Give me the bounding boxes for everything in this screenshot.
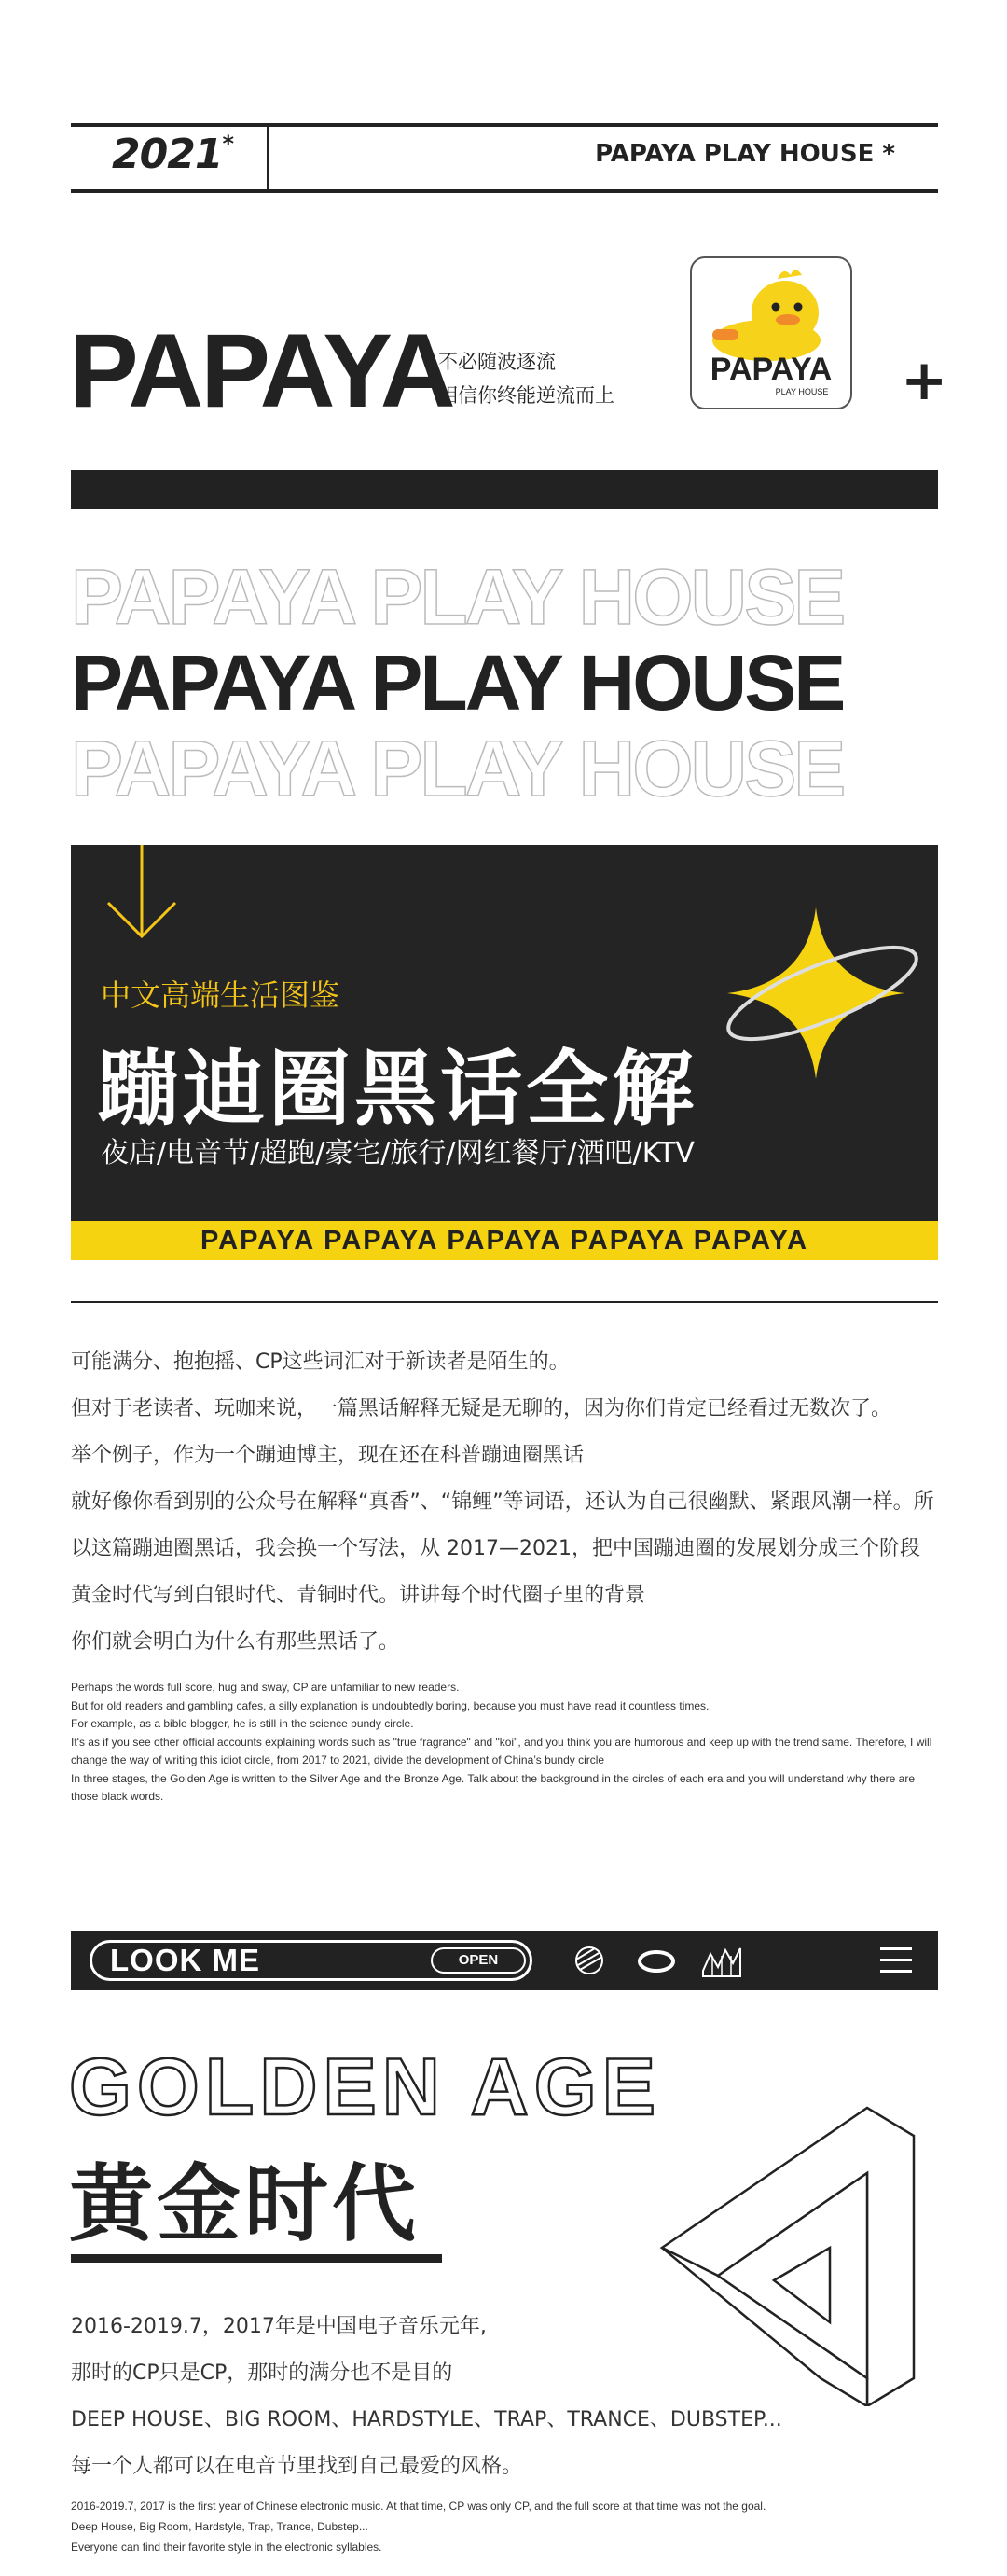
header-divider (267, 127, 269, 189)
golden-cn-line: DEEP HOUSE、BIG ROOM、HARDSTYLE、TRAP、TRANCE、DUBSTEP... (71, 2408, 782, 2431)
sparkle-star-icon (718, 900, 932, 1087)
intro-en-line: But for old readers and gambling cafes, a silly explanation is undoubtedly boring, because you must have read it countless times. (71, 1698, 710, 1712)
intro-cn-line: 就好像你看到别的公众号在解释“真香”、“锦鲤”等词语，还认为自己很幽默、紧跟风潮一样。所以这篇蹦迪圈黑话，我会换一个写法，从 2017—2021，把中国蹦迪圈的发展划分成三个阶段黄金时代写到白银时代、青铜时代。讲讲每个时代圈子里的背景 (71, 1490, 934, 1607)
golden-age-title: GOLDEN AGE (69, 2043, 661, 2132)
header-top-rule (71, 123, 938, 127)
striped-sphere-icon (571, 1945, 608, 1976)
golden-age-chinese (71, 2304, 835, 2490)
section-separator (71, 1301, 938, 1303)
intro-cn-line: 举个例子，作为一个蹦迪博主，现在还在科普蹦迪圈黑话 (71, 1444, 585, 1467)
hero-title: 蹦迪圈黑话全解 (97, 1041, 698, 1137)
look-me-label: LOOK ME (110, 1943, 260, 1977)
intro-english (71, 1679, 938, 1807)
golden-cn-line: 那时的CP只是CP，那时的满分也不是目的 (71, 2361, 453, 2385)
header-bottom-rule (71, 189, 938, 193)
intro-cn-line: 但对于老读者、玩咖来说，一篇黑话解释无疑是无聊的，因为你们肯定已经看过无数次了。 (71, 1397, 892, 1420)
intro-en-line: Perhaps the words full score, hug and sway, CP are unfamiliar to new readers. (71, 1681, 460, 1694)
wave-grid-icon (701, 1943, 742, 1978)
golden-age-english (71, 2496, 938, 2557)
golden-cn-line: 每一个人都可以在电音节里找到自己最爱的风格。 (71, 2455, 523, 2478)
outline-title-top: PAPAYA PLAY HOUSE (71, 553, 844, 641)
hero-tags: 夜店/电音节/超跑/豪宅/旅行/网红餐厅/酒吧/KTV (101, 1137, 695, 1170)
intro-en-line: In three stages, the Golden Age is written to the Silver Age and the Bronze Age. Talk about the background in the circles of each era and you will understand why there are those black words. (71, 1771, 916, 1803)
down-arrow-icon (103, 845, 186, 948)
solid-title: PAPAYA PLAY HOUSE (71, 639, 844, 727)
intro-chinese (71, 1339, 938, 1666)
papaya-yellow-band: PAPAYA PAPAYA PAPAYA PAPAYA PAPAYA (71, 1221, 938, 1260)
intro-cn-line: 可能满分、抱抱摇、CP这些词汇对于新读者是陌生的。 (71, 1350, 570, 1374)
ring-icon (636, 1947, 677, 1975)
duck-mascot-icon (692, 258, 850, 408)
open-button[interactable]: OPEN (431, 1947, 526, 1974)
intro-en-line: For example, as a bible blogger, he is still in the science bundy circle. (71, 1717, 414, 1730)
golden-cn-line: 2016-2019.7，2017年是中国电子音乐元年, (71, 2315, 487, 2338)
intro-cn-line: 你们就会明白为什么有那些黑话了。 (71, 1630, 400, 1654)
brand-wordmark: PAPAYA (69, 312, 453, 429)
hamburger-menu-icon[interactable] (880, 1947, 912, 1974)
hero-subtitle: 中文高端生活图鉴 (101, 977, 340, 1013)
brand-slogan (438, 345, 614, 412)
golden-en-line: Deep House, Big Room, Hardstyle, Trap, Trance, Dubstep... (71, 2520, 368, 2533)
slogan-line-2: 相信你终能逆流而上 (438, 384, 614, 407)
golden-en-line: Everyone can find their favorite style in the electronic syllables. (71, 2541, 382, 2554)
golden-age-title-cn: 黄金时代 (69, 2155, 420, 2253)
outline-title-bottom: PAPAYA PLAY HOUSE (71, 725, 844, 812)
plus-icon: + (901, 348, 948, 413)
papaya-logo (690, 256, 852, 409)
header-brand: PAPAYA PLAY HOUSE * (595, 140, 895, 168)
slogan-line-1: 不必随波逐流 (438, 351, 556, 373)
svg-text:PLAY HOUSE: PLAY HOUSE (775, 387, 829, 396)
svg-text:PAPAYA: PAPAYA (710, 352, 833, 387)
header-year: 2021* (112, 131, 234, 178)
golden-age-underline (71, 2254, 442, 2263)
golden-en-line: 2016-2019.7, 2017 is the first year of Chinese electronic music. At that time, CP was only CP, and the full score at that time was not the goal. (71, 2500, 766, 2513)
intro-en-line: It's as if you see other official accounts explaining words such as "true fragrance" and "koi", and you think you are humorous and keep up with the trend same. Therefore, I will change the way of writing this idiot circle, from 2017 to 2021, divide the development of China’s bundy circle (71, 1735, 932, 1766)
black-divider-bar (71, 470, 938, 509)
